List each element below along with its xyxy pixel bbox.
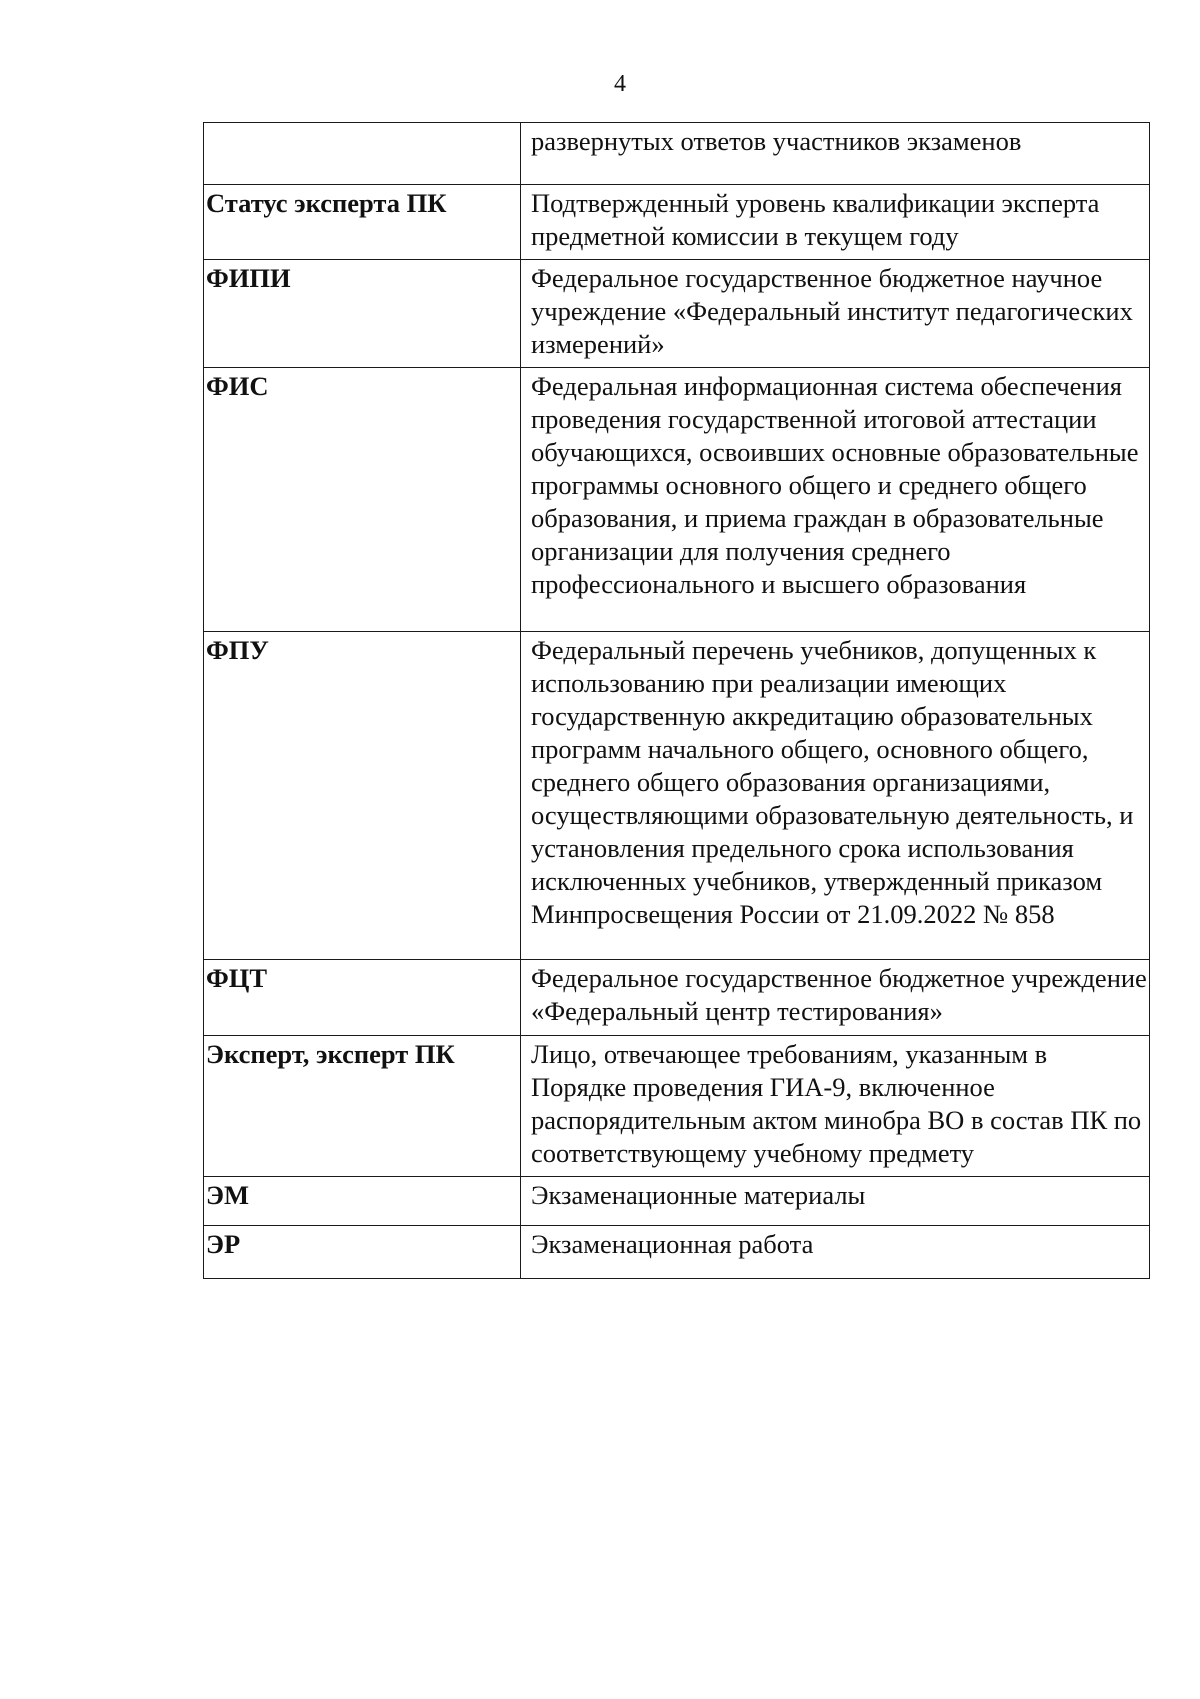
glossary-definition: развернутых ответов участников экзаменов — [521, 123, 1150, 185]
glossary-definition: Федеральное государственное бюджетное учреждение «Федеральный центр тестирования» — [521, 960, 1150, 1036]
glossary-definition: Экзаменационная работа — [521, 1226, 1150, 1279]
glossary-term: ЭР — [204, 1226, 521, 1279]
glossary-term: ФИС — [204, 368, 521, 632]
glossary-definition: Экзаменационные материалы — [521, 1177, 1150, 1226]
page-number: 4 — [614, 71, 626, 97]
glossary-term — [204, 123, 521, 185]
glossary-definition: Лицо, отвечающее требованиям, указанным в Порядке проведения ГИА-9, включенное распорядительным актом минобра ВО в состав ПК по соответствующему учебному предмету — [521, 1036, 1150, 1177]
glossary-definition: Федеральная информационная система обеспечения проведения государственной итоговой аттестации обучающихся, освоивших основные образовательные программы основного общего и среднего общего образования, и приема граждан в образовательные организации для получения среднего профессионального и высшего образования — [521, 368, 1150, 632]
glossary-term: Эксперт, эксперт ПК — [204, 1036, 521, 1177]
glossary-term: Статус эксперта ПК — [204, 185, 521, 260]
glossary-row — [204, 368, 1150, 632]
glossary-definition: Федеральное государственное бюджетное научное учреждение «Федеральный институт педагогических измерений» — [521, 260, 1150, 368]
glossary-table — [203, 122, 1150, 1279]
glossary-row — [204, 260, 1150, 368]
glossary-definition: Подтвержденный уровень квалификации эксперта предметной комиссии в текущем году — [521, 185, 1150, 260]
glossary-row — [204, 1226, 1150, 1279]
glossary-row — [204, 1036, 1150, 1177]
glossary-term: ЭМ — [204, 1177, 521, 1226]
glossary-definition: Федеральный перечень учебников, допущенных к использованию при реализации имеющих государственную аккредитацию образовательных программ начального общего, основного общего, среднего общего образования организациями, осуществляющими образовательную деятельность, и установления предельного срока использования исключенных учебников, утвержденный приказом Минпросвещения России от 21.09.2022 № 858 — [521, 632, 1150, 960]
glossary-row — [204, 1177, 1150, 1226]
glossary-term: ФЦТ — [204, 960, 521, 1036]
glossary-term: ФПУ — [204, 632, 521, 960]
glossary-row — [204, 123, 1150, 185]
glossary-row — [204, 960, 1150, 1036]
glossary-term: ФИПИ — [204, 260, 521, 368]
glossary-row — [204, 185, 1150, 260]
glossary-row — [204, 632, 1150, 960]
